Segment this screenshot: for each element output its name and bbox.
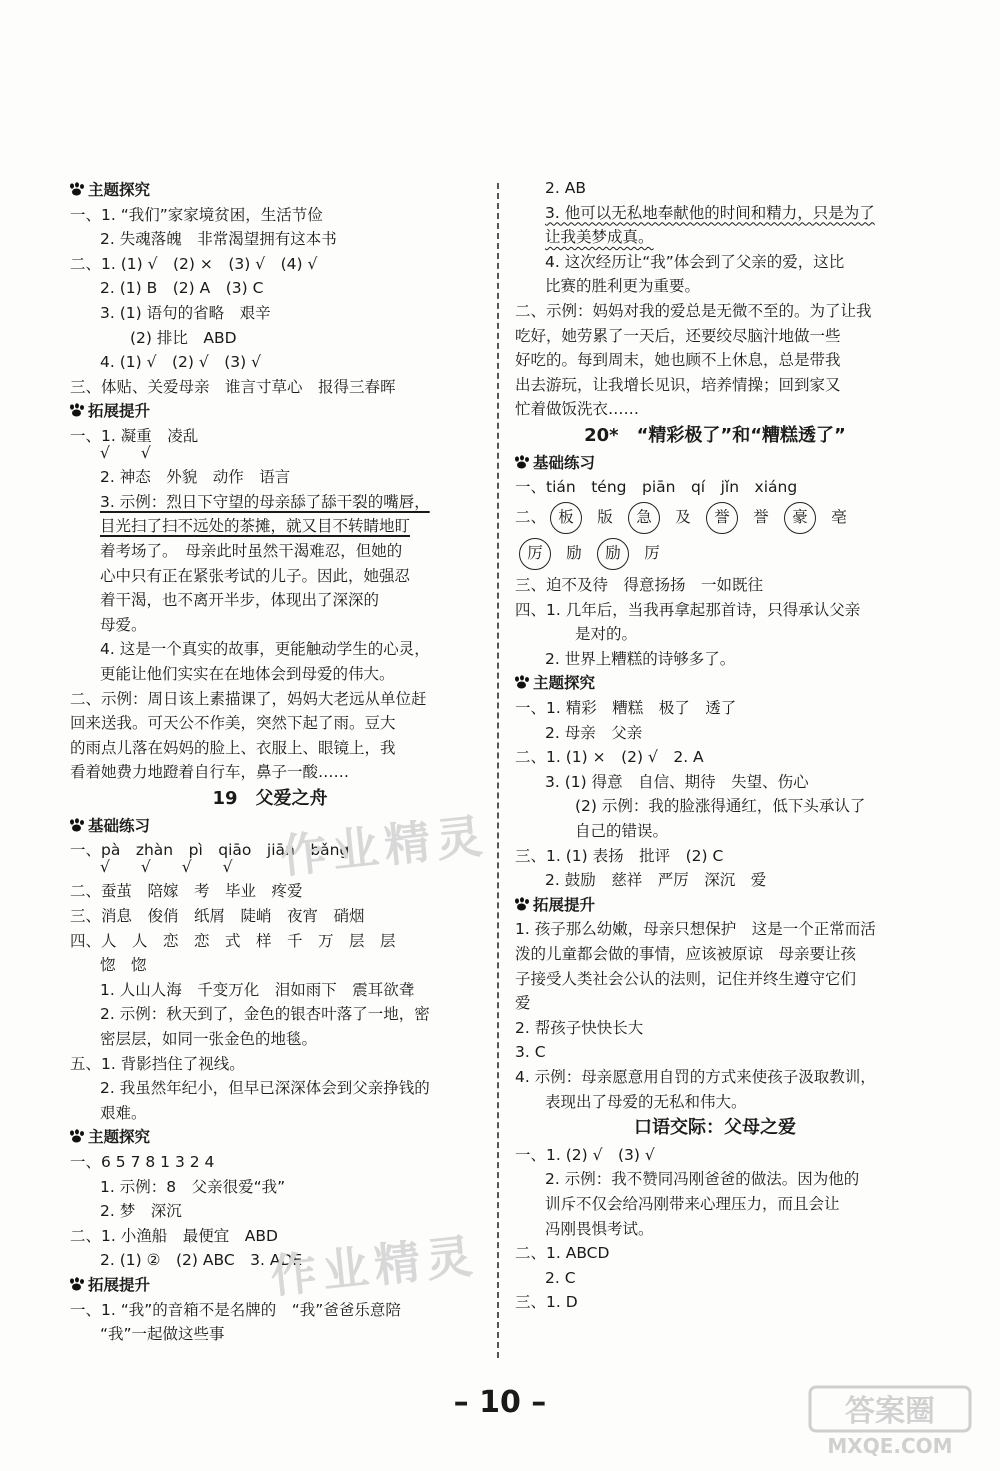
circled-character: 誉 xyxy=(706,502,738,534)
paw-icon xyxy=(68,403,85,417)
answer-line xyxy=(70,1224,278,1248)
answer-line xyxy=(515,745,704,769)
line-text: 基础练习 xyxy=(533,453,596,472)
answer-line xyxy=(100,978,414,1002)
answer-line xyxy=(100,539,402,563)
answer-line xyxy=(545,176,586,200)
answer-line xyxy=(100,1076,430,1100)
line-text: 看着她费力地蹬着自行车，鼻子一酸…… xyxy=(70,763,350,782)
section-heading xyxy=(515,424,915,448)
answer-line xyxy=(545,1167,859,1191)
circled-character: 板 xyxy=(550,502,582,534)
svg-text:答案圈: 答案圈 xyxy=(845,1394,935,1429)
line-text: 一、1. “我”的音箱不是名牌的 “我”爸爸乐意陪 xyxy=(70,1300,401,1319)
answer-line xyxy=(70,1150,214,1174)
line-text: 3. (1) 得意 自信、期待 失望、伤心 xyxy=(545,772,809,791)
line-text: 的雨点儿落在妈妈的脸上、衣服上、眼镜上，我 xyxy=(70,738,396,757)
circled-character: 厉 xyxy=(519,538,551,570)
answer-line xyxy=(545,274,700,298)
line-text: 2. 示例：秋天到了，金色的银杏叶落了一地，密 xyxy=(100,1005,430,1024)
circled-answer-row xyxy=(515,502,858,534)
column-divider xyxy=(497,183,499,1358)
line-text: 1. 示例：8 父亲很爱“我” xyxy=(100,1177,286,1196)
character: 亳 xyxy=(831,507,847,526)
circled-character: 励 xyxy=(597,538,629,570)
answer-line xyxy=(515,1016,643,1040)
line-text: 三、体贴、关爱母亲 谁言寸草心 报得三春晖 xyxy=(70,377,396,396)
answer-line xyxy=(100,227,337,251)
line-text: 拓展提升 xyxy=(533,895,596,914)
character: 及 xyxy=(675,507,691,526)
line-text: 4. 这是一个真实的故事，更能触动学生的心灵， xyxy=(100,640,430,659)
line-text: 2. 失魂落魄 非常渴望拥有这本书 xyxy=(100,230,337,249)
line-text: 2. 世界上糟糕的诗够多了。 xyxy=(545,649,736,668)
answer-line xyxy=(515,324,841,348)
subsection-title xyxy=(68,1273,150,1297)
line-text: 一、6 5 7 8 1 3 2 4 xyxy=(70,1153,215,1171)
answer-line xyxy=(545,1192,840,1216)
line-text: 着考场了。 母亲此时虽然干渴难忍，但她的 xyxy=(100,542,403,560)
answer-line xyxy=(100,1199,182,1223)
subsection-title xyxy=(513,671,595,695)
line-text: 拓展提升 xyxy=(88,402,151,421)
answer-line xyxy=(515,1065,876,1089)
subsection-title xyxy=(68,814,150,838)
answer-line xyxy=(70,904,365,928)
line-text: 二、1. (1) √ (2) × (3) √ (4) √ xyxy=(70,254,318,273)
answer-line xyxy=(100,953,147,977)
answer-line xyxy=(545,1090,747,1114)
answer-line xyxy=(515,696,736,720)
line-text: 20* “精彩极了”和“糟糕透了” xyxy=(584,425,846,446)
character: 誉 xyxy=(753,507,769,526)
answer-line xyxy=(515,573,763,597)
line-text: 母爱。 xyxy=(100,615,147,634)
paw-icon xyxy=(513,455,530,469)
answer-line xyxy=(515,397,639,421)
line-text: √ √ xyxy=(100,443,151,462)
line-text: 4. (1) √ (2) √ (3) √ xyxy=(100,353,261,372)
line-text: 4. 这次经历让“我”体会到了父亲的爱，这比 xyxy=(545,252,845,271)
answer-line xyxy=(100,564,410,588)
line-text: 二、蚕茧 陪嫁 考 毕业 疼爱 xyxy=(70,882,303,901)
line-text: 19 父爱之舟 xyxy=(212,788,328,809)
section-heading xyxy=(515,1116,915,1140)
answer-line xyxy=(515,917,876,941)
check-marks xyxy=(100,441,151,465)
answer-line xyxy=(515,1290,578,1314)
answer-line xyxy=(70,375,396,399)
character: 励 xyxy=(566,544,582,563)
subsection-title xyxy=(68,399,150,423)
check-marks xyxy=(100,855,233,879)
answer-line xyxy=(545,1217,654,1241)
line-text: 基础练习 xyxy=(88,816,151,835)
line-text: 1. 人山人海 千变万化 泪如雨下 震耳欲聋 xyxy=(100,980,415,999)
answer-line xyxy=(515,1040,546,1064)
line-text: 表现出了母爱的无私和伟大。 xyxy=(545,1092,747,1111)
line-text: 三、迫不及待 得意扬扬 一如既往 xyxy=(515,576,764,594)
line-text: 爱 xyxy=(515,994,531,1013)
line-text: 3. (1) 语句的省略 艰辛 xyxy=(100,304,271,322)
line-text: 2. 我虽然年纪小，但早已深深体会到父亲挣钱的 xyxy=(100,1079,430,1098)
line-text: (2) 排比 ABD xyxy=(130,328,237,347)
line-text: 拓展提升 xyxy=(88,1276,151,1294)
line-text: 二、示例：妈妈对我的爱总是无微不至的。为了让我 xyxy=(515,302,872,320)
line-text: 自己的错误。 xyxy=(575,822,669,840)
answer-line xyxy=(70,203,323,227)
line-text: 2. 示例：我不赞同冯刚爸爸的做法。因为他的 xyxy=(545,1170,860,1189)
line-text: 比赛的胜利更为重要。 xyxy=(545,277,701,296)
line-text: 三、1. D xyxy=(515,1293,578,1312)
line-text: 好吃的。每到周末，她也顾不上休息，总是带我 xyxy=(515,351,841,370)
line-text: 冯刚畏惧考试。 xyxy=(545,1219,654,1238)
line-text: 五、1. 背影挡住了视线。 xyxy=(70,1054,245,1073)
paw-icon xyxy=(68,182,85,196)
answer-line xyxy=(515,1241,609,1265)
line-text: 一、1. 凝重 凌乱 xyxy=(70,427,199,445)
answer-line xyxy=(70,760,349,784)
answer-line xyxy=(515,967,856,991)
answer-line xyxy=(515,299,872,323)
answer-line xyxy=(100,465,290,489)
line-text: 2. 帮孩子快快长大 xyxy=(515,1018,644,1037)
answer-line xyxy=(515,348,841,372)
line-text: (2) 示例：我的脸涨得通红，低下头承认了 xyxy=(575,797,866,816)
watermark: 作业精灵 xyxy=(268,1228,481,1304)
line-text: 2. AB xyxy=(545,179,586,197)
answer-line xyxy=(70,736,396,760)
answer-line xyxy=(70,879,303,903)
answer-line xyxy=(515,475,797,499)
paw-icon xyxy=(68,1277,85,1291)
paw-icon xyxy=(513,675,530,689)
line-text: 密层层，如同一张金色的地毯。 xyxy=(100,1030,318,1048)
line-text: 2. 母亲 父亲 xyxy=(545,723,643,742)
line-text: 二、 xyxy=(515,507,547,526)
paw-icon xyxy=(68,1129,85,1143)
answer-line xyxy=(515,844,723,868)
line-text: 主题探究 xyxy=(533,674,596,693)
line-text: 2. (1) B (2) A (3) C xyxy=(100,279,264,298)
line-text: √ √ √ √ xyxy=(100,857,233,876)
answer-line xyxy=(100,1101,147,1125)
line-text: 艰难。 xyxy=(100,1103,147,1122)
character: 版 xyxy=(597,507,613,526)
answer-line xyxy=(100,514,410,538)
line-text: 3. C xyxy=(515,1043,546,1062)
line-text: 着干渴，也不离开半步，体现出了深深的 xyxy=(100,591,380,610)
circled-character: 急 xyxy=(628,502,660,534)
answer-line xyxy=(545,250,844,274)
line-text: 4. 示例：母亲愿意用自罚的方式来使孩子汲取教训， xyxy=(515,1068,876,1086)
line-text: 吃好，她劳累了一天后，还要绞尽脑汁地做一些 xyxy=(515,326,841,345)
corner-logo-icon xyxy=(800,1381,980,1461)
circled-answer-row xyxy=(515,538,671,570)
subsection-title xyxy=(68,1125,150,1149)
line-text: 三、1. (1) 表扬 批评 (2) C xyxy=(515,846,724,865)
line-text: 让我美梦成真。 xyxy=(545,228,654,247)
line-text: 子接受人类社会公认的法则，记住并终生遵守它们 xyxy=(515,969,857,988)
line-text: 2. 梦 深沉 xyxy=(100,1202,182,1221)
answer-line xyxy=(545,770,809,794)
subsection-title xyxy=(513,451,595,475)
answer-line xyxy=(100,1027,317,1051)
answer-line xyxy=(575,622,637,646)
answer-line xyxy=(545,201,875,225)
line-text: 二、1. (1) × (2) √ 2. A xyxy=(515,748,704,767)
line-text: 2. 鼓励 慈祥 严厉 深沉 爱 xyxy=(545,871,767,890)
subsection-title xyxy=(68,178,150,202)
line-text: 更能让他们实实在在地体会到母爱的伟大。 xyxy=(100,665,395,683)
answer-line xyxy=(545,225,654,249)
line-text: 泼的儿童都会做的事情，应该被原谅 母亲要让孩 xyxy=(515,945,857,963)
line-text: 四、1. 几年后，当我再拿起那首诗，只得承认父亲 xyxy=(515,600,861,619)
answer-line xyxy=(100,637,430,661)
line-text: 四、人 人 恋 恋 式 样 千 万 层 层 xyxy=(70,931,396,950)
watermark: 作业精灵 xyxy=(278,808,491,884)
line-text: 3. 他可以无私地奉献他的时间和精力，只是为了 xyxy=(545,203,875,222)
answer-line xyxy=(100,662,395,686)
answer-line xyxy=(100,1322,225,1346)
answer-line xyxy=(575,794,865,818)
line-text: 二、示例：周日该上素描课了，妈妈大老远从单位赶 xyxy=(70,689,427,708)
line-text: 忙着做饭洗衣…… xyxy=(515,400,640,419)
character: 厉 xyxy=(644,544,660,563)
line-text: 2. C xyxy=(545,1268,576,1287)
line-text: 一、1. 精彩 糟糕 极了 透了 xyxy=(515,699,737,717)
line-text: 一、pà zhàn pì qiāo jiān bǎng xyxy=(70,841,350,860)
line-text: 2. 神态 外貌 动作 语言 xyxy=(100,468,291,487)
answer-line xyxy=(100,588,379,612)
answer-line xyxy=(70,1052,245,1076)
answer-line xyxy=(100,1175,285,1199)
answer-line xyxy=(70,687,427,711)
line-text: 口语交际：父母之爱 xyxy=(634,1117,796,1139)
answer-line xyxy=(70,252,317,276)
answer-line xyxy=(515,942,856,966)
line-text: 惚 惚 xyxy=(100,956,147,975)
line-text: 一、tián téng piān qí jǐn xiáng xyxy=(515,478,798,497)
answer-line xyxy=(545,868,766,892)
answer-line xyxy=(575,819,668,843)
line-text: 主题探究 xyxy=(88,1128,151,1147)
answer-line xyxy=(100,613,147,637)
answer-line xyxy=(70,929,396,953)
subsection-title xyxy=(513,893,595,917)
answer-line xyxy=(130,326,237,350)
paw-icon xyxy=(513,897,530,911)
answer-line xyxy=(100,301,271,325)
answer-line xyxy=(100,490,430,514)
paw-icon xyxy=(68,818,85,832)
answer-line xyxy=(545,647,735,671)
answer-line xyxy=(100,276,263,300)
line-text: 二、1. 小渔船 最便宜 ABD xyxy=(70,1226,278,1245)
answer-line xyxy=(515,991,531,1015)
line-text: 是对的。 xyxy=(575,625,638,644)
answer-line xyxy=(515,598,860,622)
line-text: 目光扫了扫不远处的茶摊，就又目不转睛地盯 xyxy=(100,517,411,536)
answer-line xyxy=(100,1002,430,1026)
answer-line xyxy=(545,1266,576,1290)
line-text: 三、消息 俊俏 纸屑 陡峭 夜宵 硝烟 xyxy=(70,907,365,925)
answer-line xyxy=(515,373,841,397)
svg-text:MXQE.COM: MXQE.COM xyxy=(827,1434,953,1458)
line-text: 出去游玩，让我增长见识，培养情操；回到家又 xyxy=(515,375,841,394)
line-text: 二、1. ABCD xyxy=(515,1244,610,1263)
line-text: 2. (1) ② (2) ABC 3. ADE xyxy=(100,1251,303,1270)
answer-line xyxy=(70,711,396,735)
page-number: – 10 – xyxy=(453,1385,547,1420)
line-text: 回来送我。可天公不作美，突然下起了雨。豆大 xyxy=(70,714,396,733)
answer-line xyxy=(70,1298,401,1322)
line-text: 心中只有正在紧张考试的儿子。因此，她强忍 xyxy=(100,566,411,585)
answer-line xyxy=(545,721,642,745)
line-text: 1. 孩子那么幼嫩，母亲只想保护 这是一个正常而活 xyxy=(515,920,876,939)
line-text: 一、1. (2) √ (3) √ xyxy=(515,1145,655,1164)
line-text: 3. 示例：烈日下守望的母亲舔了舔干裂的嘴唇， xyxy=(100,492,430,511)
line-text: 主题探究 xyxy=(88,181,151,199)
circled-character: 豪 xyxy=(784,502,816,534)
answer-line xyxy=(515,1143,655,1167)
line-text: “我”一起做这些事 xyxy=(100,1325,225,1344)
line-text: 训斥不仅会给冯刚带来心理压力，而且会让 xyxy=(545,1195,840,1213)
answer-line xyxy=(100,350,261,374)
line-text: 一、1. “我们”家家境贫困，生活节俭 xyxy=(70,205,323,224)
